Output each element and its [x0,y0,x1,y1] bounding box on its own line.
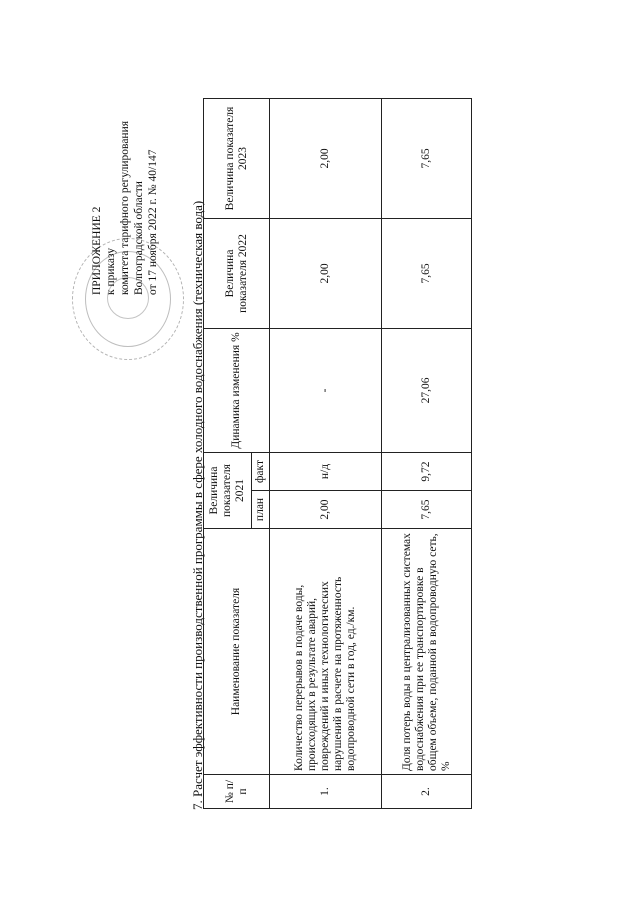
efficiency-table [203,98,472,809]
table-row [382,98,472,808]
value-2022: 7,65 [382,218,472,328]
value-2023: 7,65 [382,98,472,218]
dynamics-value: - [270,328,382,452]
col-2022-header: Величина показателя 2022 [204,218,270,328]
indicator-name: Доля потерь воды в централизованных системах водоснабжения при ее транспортировке в общем объеме, поданной в водопроводную сеть, % [382,529,472,775]
order-reference: к приказу [105,247,117,295]
fact-value: 9,72 [382,452,472,490]
committee-name: комитета тарифного регулирования [119,120,131,295]
fact-value: н/д [270,452,382,490]
col-2023-header: Величина показателя 2023 [204,98,270,218]
plan-value: 7,65 [382,491,472,529]
value-2022: 2,00 [270,218,382,328]
order-date: от 17 ноября 2022 г. № 40/147 [147,149,159,295]
appendix-number: ПРИЛОЖЕНИЕ 2 [91,206,103,295]
col-fact-header: факт [252,452,270,490]
col-number-header: № п/п [204,775,270,809]
table-row [270,98,382,808]
indicator-name: Количество перерывов в подаче воды, происходящих в результате аварий, повреждений и иных технологических нарушений в расчете на протяженность водопроводной сети в год, ед./км. [270,529,382,775]
region-name: Волгоградской области [133,181,145,295]
table-header-row [204,98,252,808]
col-name-header: Наименование показателя [204,529,270,775]
col-dynamics-header: Динамика изменения % [204,328,270,452]
col-2021-header: Величина показателя 2021 [204,452,252,528]
plan-value: 2,00 [270,491,382,529]
section-title: 7. Расчет эффективности производственной программы в сфере холодного водоснабжения (техническая вода) [190,200,205,810]
col-plan-header: план [252,491,270,529]
value-2023: 2,00 [270,98,382,218]
row-number: 1. [270,775,382,809]
appendix-header [90,0,160,295]
row-number: 2. [382,775,472,809]
dynamics-value: 27,06 [382,328,472,452]
